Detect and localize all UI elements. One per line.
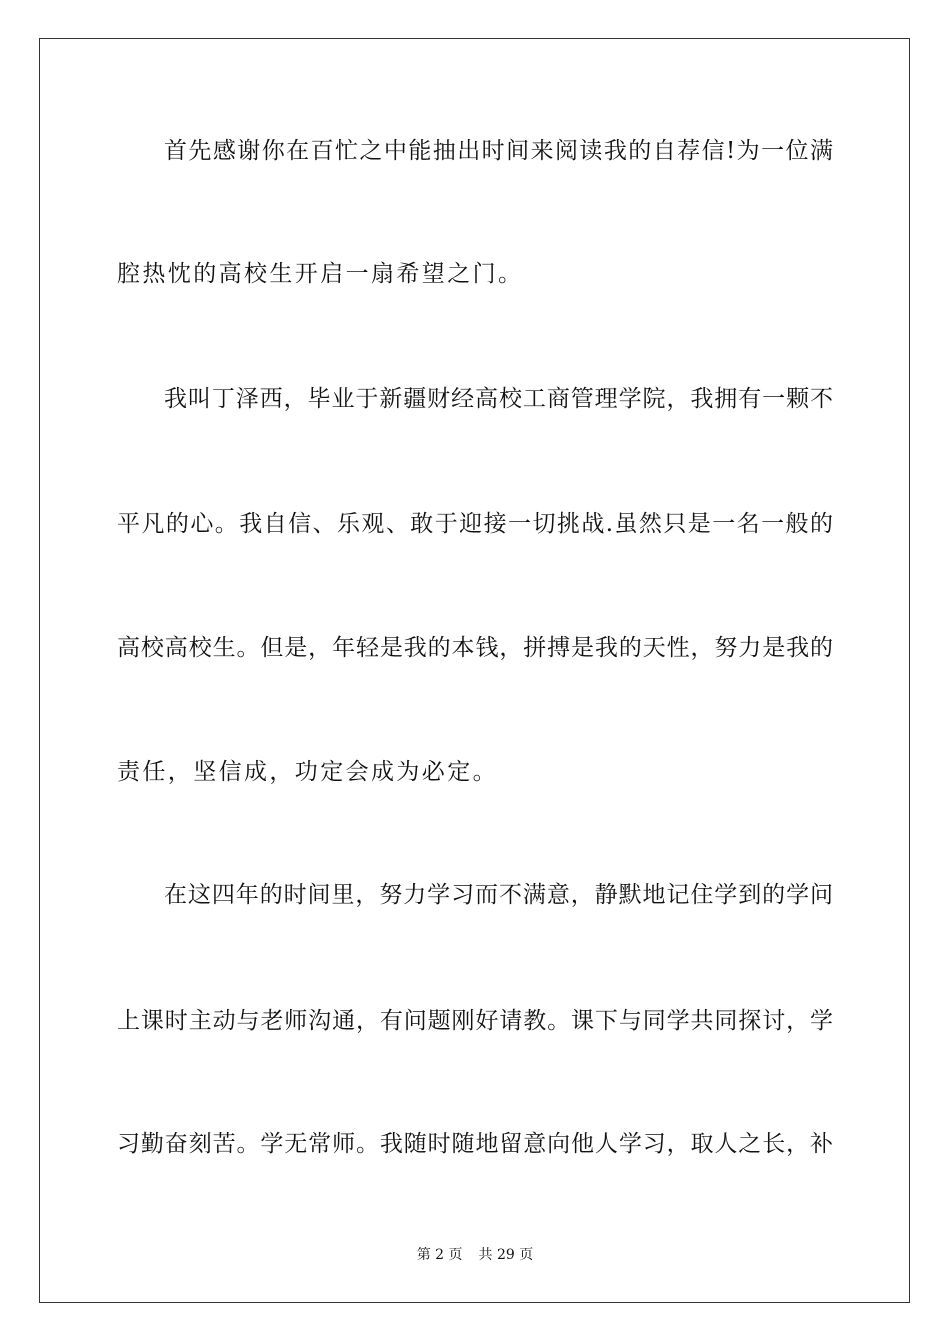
page-border — [39, 38, 910, 1303]
paragraph-3-line-3: 习勤奋刻苦。学无常师。我随时随地留意向他人学习，取人之长，补 — [117, 1131, 833, 1157]
page-footer — [0, 1246, 950, 1264]
page-number: 第 2 页 — [416, 1247, 463, 1263]
paragraph-2-line-4: 责任，坚信成，功定会成为必定。 — [117, 759, 498, 785]
paragraph-2-line-2: 平凡的心。我自信、乐观、敢于迎接一切挑战.虽然只是一名一般的 — [117, 511, 833, 537]
total-pages: 共 29 页 — [478, 1247, 534, 1263]
paragraph-1-line-2: 腔热忱的高校生开启一扇希望之门。 — [117, 261, 524, 287]
paragraph-2-line-3: 高校高校生。但是，年轻是我的本钱，拼搏是我的天性，努力是我的 — [117, 635, 833, 661]
paragraph-2-line-1: 我叫丁泽西，毕业于新疆财经高校工商管理学院，我拥有一颗不 — [164, 386, 833, 412]
paragraph-3-line-2: 上课时主动与老师沟通，有问题刚好请教。课下与同学共同探讨，学 — [117, 1008, 833, 1034]
paragraph-3-line-1: 在这四年的时间里，努力学习而不满意，静默地记住学到的学问 — [164, 882, 833, 908]
paragraph-1-line-1: 首先感谢你在百忙之中能抽出时间来阅读我的自荐信!为一位满 — [164, 138, 833, 164]
